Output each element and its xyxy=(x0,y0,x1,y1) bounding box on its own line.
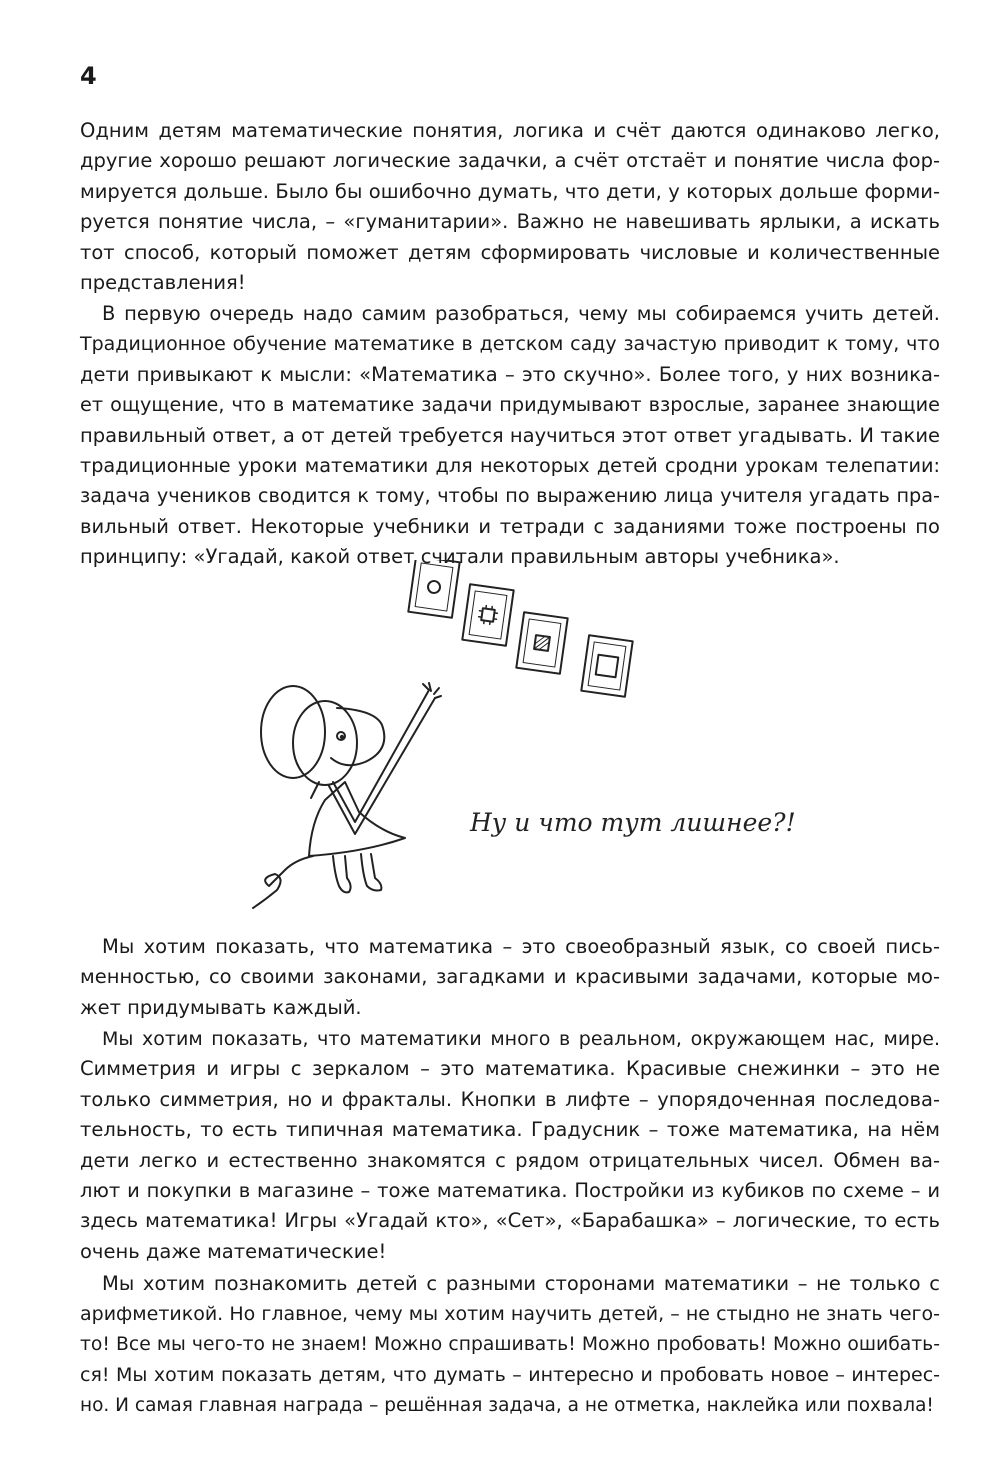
text-line: ся! Мы хотим показать детям, что думать – интересно и пробовать новое – интерес- xyxy=(80,1364,940,1387)
text-line: представления! xyxy=(80,271,246,295)
paragraph-2 xyxy=(80,299,940,573)
text-line: жет придумывать каждый. xyxy=(80,995,362,1019)
mouse-illustration xyxy=(245,560,665,920)
text-line: то! Все мы чего-то не знаем! Можно спрашивать! Можно пробовать! Можно ошибать- xyxy=(80,1333,940,1355)
paragraph-5 xyxy=(80,1269,940,1421)
text-line: только симметрия, но и фракталы. Кнопки в лифте – упорядоченная последова- xyxy=(80,1087,940,1111)
paragraph-1 xyxy=(80,116,940,298)
text-line: мируется дольше. Было бы ошибочно думать, что дети, у которых дольше форми- xyxy=(80,179,940,203)
text-line: арифметикой. Но главное, чему мы хотим научить детей, – не стыдно не знать чего- xyxy=(80,1303,940,1326)
text-line: Одним детям математические понятия, логика и счёт даются одинаково легко, xyxy=(80,119,940,142)
text-line: вильный ответ. Некоторые учебники и тетради с заданиями тоже построены по xyxy=(80,514,940,538)
text-line: менностью, со своими законами, загадками и красивыми задачами, которые мо- xyxy=(80,965,940,989)
text-line: Мы хотим показать, что математики много в реальном, окружающем нас, мире. xyxy=(102,1028,940,1050)
text-line: ет ощущение, что в математике задачи придумывают взрослые, заранее знающие xyxy=(80,393,940,417)
text-line: тот способ, который поможет детям сформировать числовые и количественные xyxy=(80,240,940,264)
card-circle xyxy=(408,560,459,618)
text-line: другие хорошо решают логические задачки, а счёт отстаёт и понятие числа фор- xyxy=(80,149,940,173)
text-line: принципу: «Угадай, какой ответ считали правильным авторы учебника». xyxy=(80,545,840,569)
text-line: задача учеников сводится к тому, чтобы по выражению лица учителя угадать пра- xyxy=(80,484,940,508)
card-hatched-square xyxy=(516,612,567,674)
text-line: Симметрия и игры с зеркалом – это математика. Красивые снежинки – это не xyxy=(80,1057,940,1081)
text-line: очень даже математические! xyxy=(80,1239,387,1263)
text-line: руется понятие числа, – «гуманитарии». Важно не навешивать ярлыки, а искать xyxy=(80,210,940,234)
card-square xyxy=(581,635,632,697)
text-line: традиционные уроки математики для некоторых детей сродни урокам телепатии: xyxy=(80,454,940,478)
text-line: правильный ответ, а от детей требуется научиться этот ответ угадывать. И такие xyxy=(80,423,940,447)
text-line: Мы хотим показать, что математика – это своеобразный язык, со своей пись- xyxy=(102,935,940,958)
text-line: лют и покупки в магазине – тоже математика. Постройки из кубиков по схеме – и xyxy=(80,1179,940,1203)
mouse-figure xyxy=(253,683,441,908)
text-line: дети легко и естественно знакомятся с рядом отрицательных чисел. Обмен ва- xyxy=(80,1148,940,1172)
card-gear xyxy=(462,584,513,646)
page-number: 4 xyxy=(80,62,97,90)
text-line: тельность, то есть типичная математика. Градусник – тоже математика, на нём xyxy=(80,1118,940,1142)
paragraph-4 xyxy=(80,1024,940,1267)
text-line: В первую очередь надо самим разобраться, чему мы собираемся учить детей. xyxy=(102,302,940,325)
text-line: Мы хотим познакомить детей с разными сторонами математики – не только с xyxy=(102,1272,940,1295)
paragraph-3 xyxy=(80,932,940,1023)
text-line: дети привыкают к мысли: «Математика – это скучно». Более того, у них возника- xyxy=(80,362,940,386)
text-line: но. И самая главная награда – решённая задача, а не отметка, наклейка или похвала! xyxy=(80,1394,934,1416)
illustration-caption: Ну и что тут лишнее?! xyxy=(470,808,796,837)
text-line: Традиционное обучение математике в детском саду зачастую приводит к тому, что xyxy=(80,333,940,356)
text-line: здесь математика! Игры «Угадай кто», «Сет», «Барабашка» – логические, то есть xyxy=(80,1209,940,1233)
